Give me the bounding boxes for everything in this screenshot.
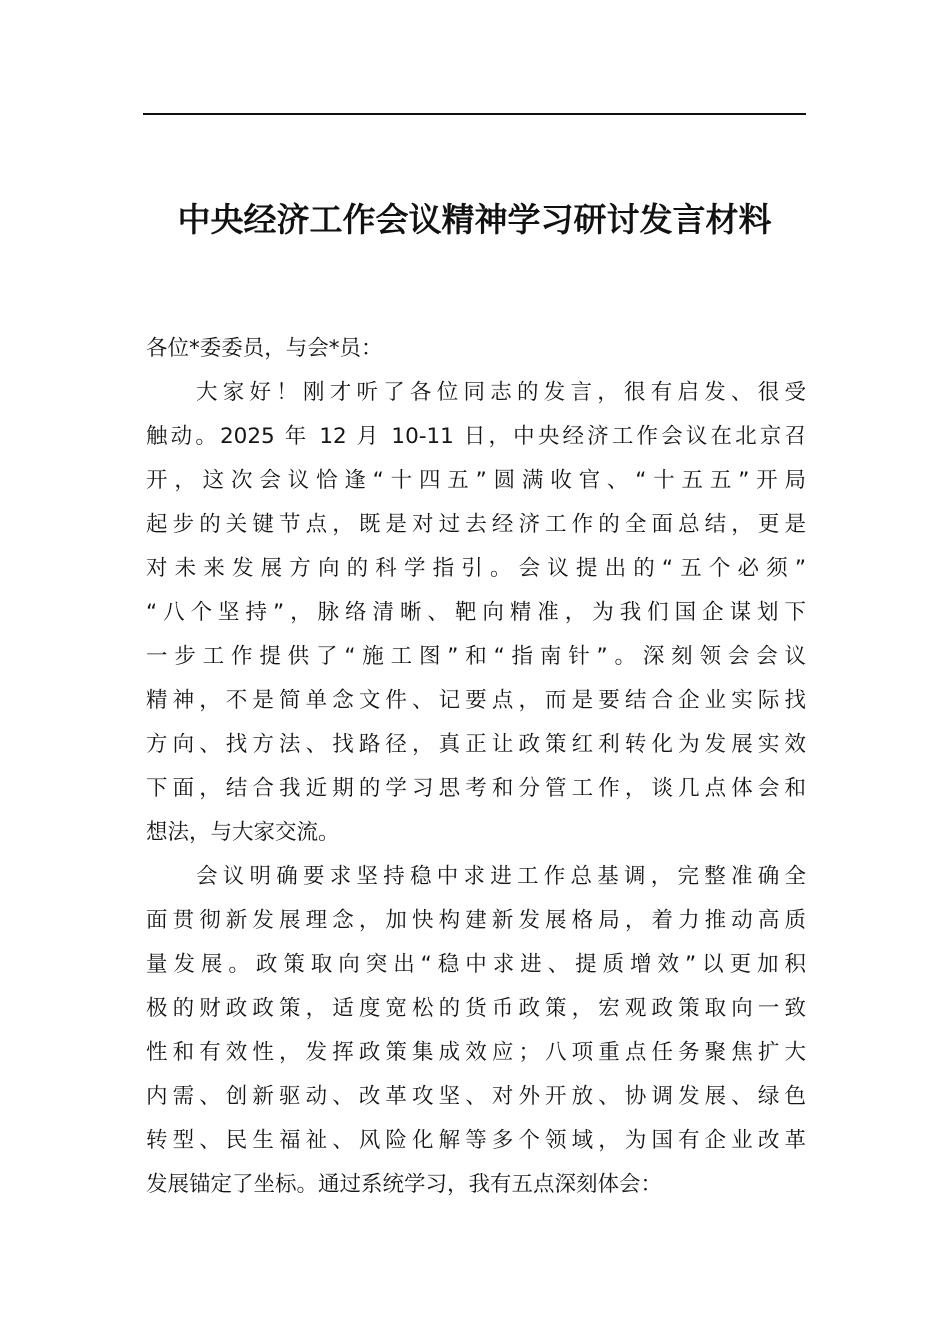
- paragraph-line: 对未来发展方向的科学指引。会议提出的“五个必须”: [146, 556, 806, 581]
- paragraph-line: 极的财政政策，适度宽松的货币政策，宏观政策取向一致: [146, 996, 806, 1021]
- paragraph-line: 下面，结合我近期的学习思考和分管工作，谈几点体会和: [146, 776, 806, 801]
- paragraph-line: 发展锚定了坐标。通过系统学习，我有五点深刻体会：: [146, 1172, 663, 1197]
- document-body: [146, 327, 806, 1207]
- document-title: 中央经济工作会议精神学习研讨发言材料: [177, 200, 772, 239]
- paragraph-line: 内需、创新驱动、改革攻坚、对外开放、协调发展、绿色: [146, 1084, 806, 1109]
- paragraph-line: 转型、民生福祉、风险化解等多个领域，为国有企业改革: [146, 1128, 806, 1153]
- paragraph-line: 方向、找方法、找路径，真正让政策红利转化为发展实效: [146, 732, 806, 757]
- paragraph-line: 一步工作提供了“施工图”和“指南针”。深刻领会会议: [146, 644, 806, 669]
- paragraph-2: [146, 855, 806, 1207]
- paragraph-line: 会议明确要求坚持稳中求进工作总基调，完整准确全: [196, 864, 806, 889]
- paragraph-line: 大家好！刚才听了各位同志的发言，很有启发、很受: [196, 380, 806, 405]
- paragraph-line: 想法，与大家交流。: [146, 820, 340, 845]
- salutation: 各位*委委员，与会*员：: [146, 336, 383, 361]
- paragraph-line: 性和有效性，发挥政策集成效应；八项重点任务聚焦扩大: [146, 1040, 806, 1065]
- paragraph-1: [146, 371, 806, 855]
- paragraph-line: “八个坚持”，脉络清晰、靶向精准，为我们国企谋划下: [146, 600, 806, 625]
- paragraph-line: 触动。2025 年 12 月 10-11 日，中央经济工作会议在北京召: [146, 424, 806, 449]
- paragraph-line: 起步的关键节点，既是对过去经济工作的全面总结，更是: [146, 512, 806, 537]
- paragraph-line: 量发展。政策取向突出“稳中求进、提质增效”以更加积: [146, 952, 806, 977]
- paragraph-line: 面贯彻新发展理念，加快构建新发展格局，着力推动高质: [146, 908, 806, 933]
- header-rule: [143, 113, 806, 115]
- paragraph-line: 开，这次会议恰逢“十四五”圆满收官、“十五五”开局: [146, 468, 806, 493]
- paragraph-line: 精神，不是简单念文件、记要点，而是要结合企业实际找: [146, 688, 806, 713]
